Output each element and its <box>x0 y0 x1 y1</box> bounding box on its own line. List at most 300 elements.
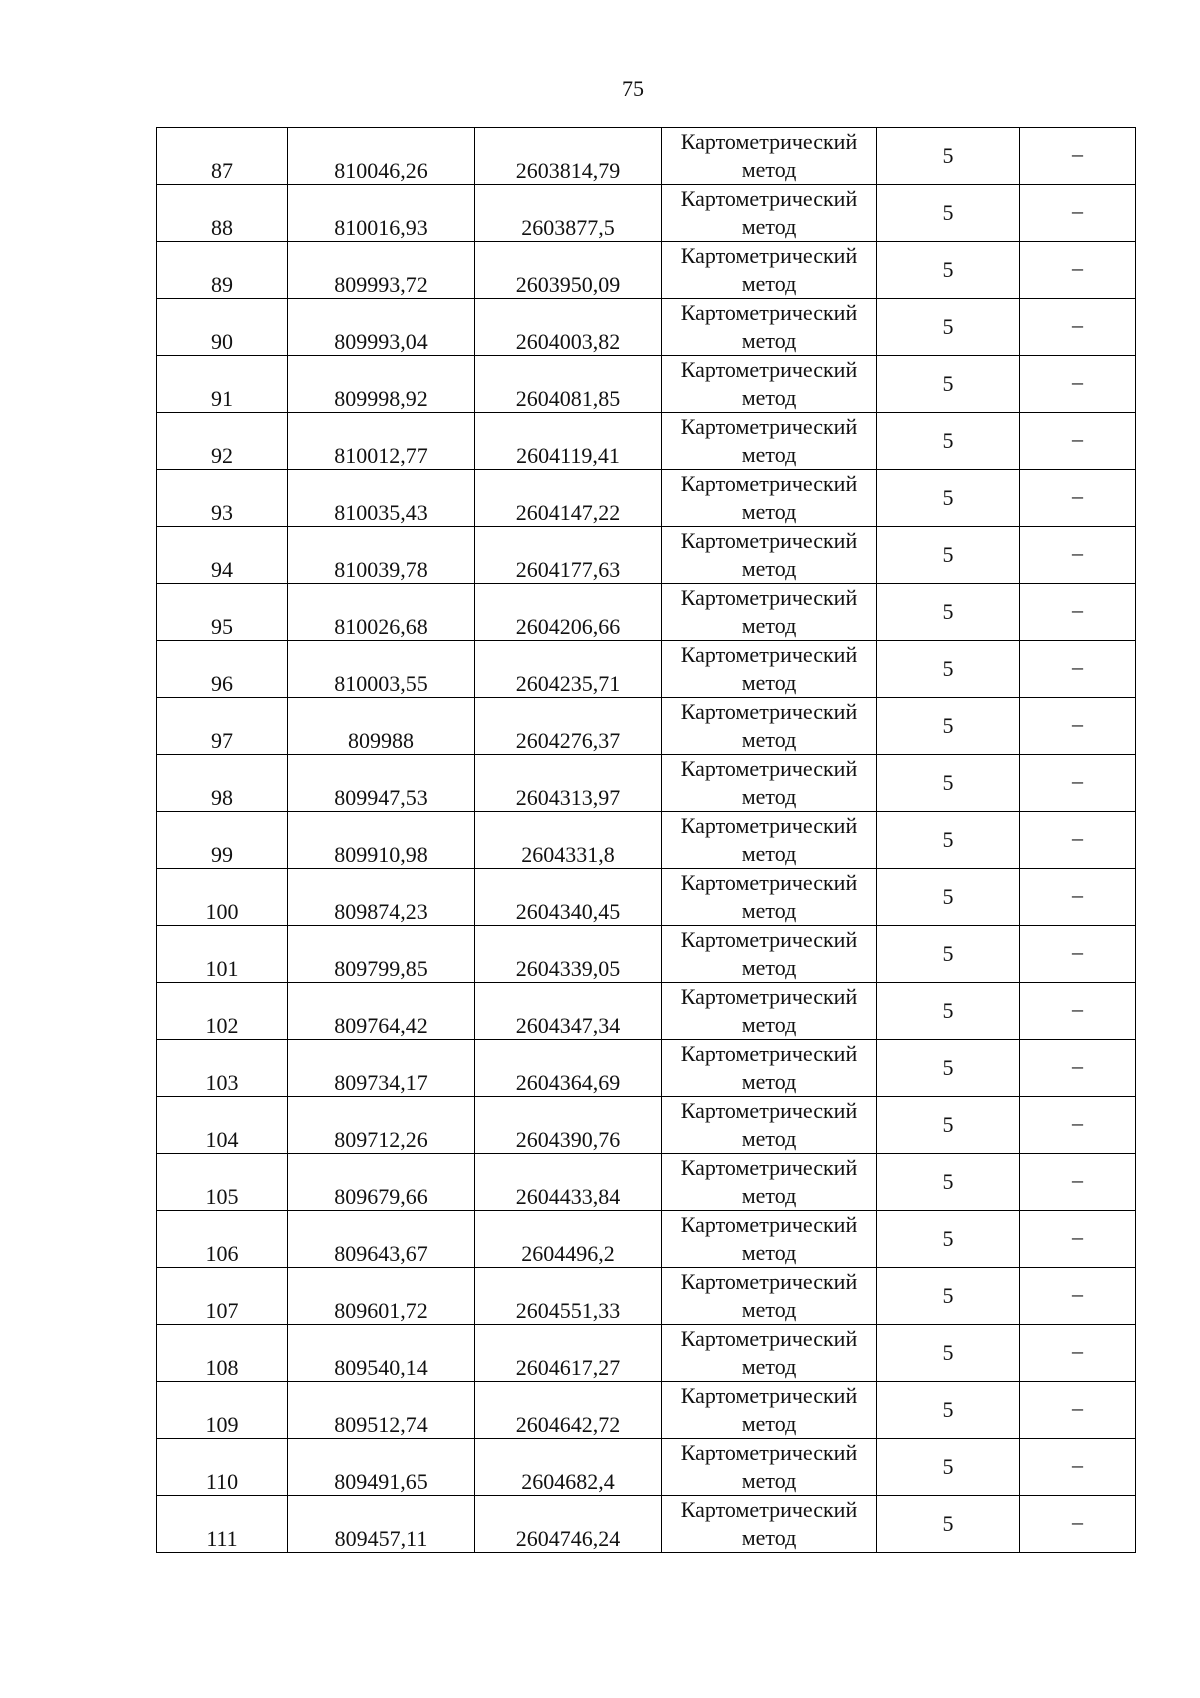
y-coordinate: 2604496,2 <box>521 1241 615 1266</box>
point-number: 89 <box>211 272 233 297</box>
x-coordinate-cell <box>288 1097 475 1154</box>
x-coordinate-cell <box>288 527 475 584</box>
point-number: 111 <box>206 1526 238 1551</box>
point-number-cell <box>157 869 288 926</box>
accuracy-cell <box>877 1154 1020 1211</box>
x-coordinate: 809601,72 <box>334 1298 428 1323</box>
note-cell <box>1020 1154 1136 1211</box>
x-coordinate: 809734,17 <box>334 1070 428 1095</box>
note-cell <box>1020 1439 1136 1496</box>
point-number: 106 <box>205 1241 239 1266</box>
accuracy-value: 5 <box>942 200 954 225</box>
note-dash: – <box>1072 483 1083 508</box>
method-line-1: Картометрический <box>680 1098 858 1123</box>
x-coordinate: 810026,68 <box>334 614 428 639</box>
method-line-1: Картометрический <box>680 243 858 268</box>
accuracy-cell <box>877 1382 1020 1439</box>
note-dash: – <box>1072 1338 1083 1363</box>
note-cell <box>1020 1325 1136 1382</box>
note-cell <box>1020 1211 1136 1268</box>
point-number: 100 <box>205 899 239 924</box>
method-line-2: метод <box>741 499 797 524</box>
note-cell <box>1020 755 1136 812</box>
method-line-2: метод <box>741 328 797 353</box>
method-line-1: Картометрический <box>680 813 858 838</box>
y-coordinate: 2604347,34 <box>515 1013 621 1038</box>
coordinates-table <box>156 127 1136 1553</box>
accuracy-cell <box>877 755 1020 812</box>
x-coordinate: 809679,66 <box>334 1184 428 1209</box>
note-dash: – <box>1072 255 1083 280</box>
accuracy-value: 5 <box>942 941 954 966</box>
accuracy-cell <box>877 470 1020 527</box>
table-row <box>157 1040 1136 1097</box>
y-coordinate: 2604617,27 <box>515 1355 621 1380</box>
method-line-1: Картометрический <box>680 471 858 496</box>
method-cell <box>662 812 877 869</box>
point-number-cell <box>157 527 288 584</box>
table-body <box>157 128 1136 1553</box>
table-row <box>157 356 1136 413</box>
method-line-1: Картометрический <box>680 699 858 724</box>
y-coordinate: 2604331,8 <box>521 842 615 867</box>
accuracy-cell <box>877 1097 1020 1154</box>
table-row <box>157 698 1136 755</box>
y-coordinate: 2604081,85 <box>515 386 621 411</box>
x-coordinate-cell <box>288 1382 475 1439</box>
method-cell <box>662 1496 877 1553</box>
accuracy-value: 5 <box>942 713 954 738</box>
table-row <box>157 470 1136 527</box>
y-coordinate-cell <box>475 869 662 926</box>
accuracy-value: 5 <box>942 770 954 795</box>
point-number: 88 <box>211 215 233 240</box>
method-line-1: Картометрический <box>680 357 858 382</box>
x-coordinate-cell <box>288 1211 475 1268</box>
accuracy-cell <box>877 812 1020 869</box>
accuracy-cell <box>877 584 1020 641</box>
x-coordinate-cell <box>288 926 475 983</box>
note-dash: – <box>1072 996 1083 1021</box>
x-coordinate: 809998,92 <box>334 386 428 411</box>
y-coordinate: 2604340,45 <box>515 899 621 924</box>
note-dash: – <box>1072 1167 1083 1192</box>
method-line-1: Картометрический <box>680 300 858 325</box>
x-coordinate-cell <box>288 584 475 641</box>
y-coordinate-cell <box>475 413 662 470</box>
method-line-1: Картометрический <box>680 1269 858 1294</box>
y-coordinate: 2604746,24 <box>515 1526 621 1551</box>
accuracy-value: 5 <box>942 485 954 510</box>
method-cell <box>662 698 877 755</box>
method-line-2: метод <box>741 556 797 581</box>
note-dash: – <box>1072 540 1083 565</box>
accuracy-value: 5 <box>942 656 954 681</box>
note-cell <box>1020 926 1136 983</box>
point-number: 99 <box>211 842 233 867</box>
page-number: 75 <box>622 76 644 101</box>
x-coordinate: 810016,93 <box>334 215 428 240</box>
method-line-2: метод <box>741 385 797 410</box>
note-dash: – <box>1072 312 1083 337</box>
note-dash: – <box>1072 1110 1083 1135</box>
y-coordinate-cell <box>475 242 662 299</box>
accuracy-value: 5 <box>942 1169 954 1194</box>
note-cell <box>1020 128 1136 185</box>
y-coordinate-cell <box>475 584 662 641</box>
note-dash: – <box>1072 369 1083 394</box>
y-coordinate-cell <box>475 1325 662 1382</box>
point-number-cell <box>157 983 288 1040</box>
method-cell <box>662 1154 877 1211</box>
x-coordinate: 809910,98 <box>334 842 428 867</box>
accuracy-value: 5 <box>942 371 954 396</box>
note-dash: – <box>1072 141 1083 166</box>
accuracy-value: 5 <box>942 1283 954 1308</box>
x-coordinate-cell <box>288 128 475 185</box>
x-coordinate: 809764,42 <box>334 1013 428 1038</box>
note-dash: – <box>1072 825 1083 850</box>
method-line-2: метод <box>741 1411 797 1436</box>
method-line-1: Картометрический <box>680 585 858 610</box>
point-number: 98 <box>211 785 233 810</box>
accuracy-cell <box>877 869 1020 926</box>
method-line-1: Картометрический <box>680 186 858 211</box>
point-number: 110 <box>205 1469 239 1494</box>
accuracy-cell <box>877 1496 1020 1553</box>
method-line-2: метод <box>741 1069 797 1094</box>
method-cell <box>662 1040 877 1097</box>
method-line-1: Картометрический <box>680 642 858 667</box>
accuracy-value: 5 <box>942 1397 954 1422</box>
method-cell <box>662 356 877 413</box>
method-cell <box>662 983 877 1040</box>
x-coordinate-cell <box>288 1268 475 1325</box>
method-line-1: Картометрический <box>680 1155 858 1180</box>
note-dash: – <box>1072 597 1083 622</box>
point-number-cell <box>157 1040 288 1097</box>
point-number-cell <box>157 413 288 470</box>
y-coordinate: 2604119,41 <box>516 443 620 468</box>
y-coordinate-cell <box>475 356 662 413</box>
y-coordinate-cell <box>475 698 662 755</box>
method-cell <box>662 1268 877 1325</box>
method-cell <box>662 1097 877 1154</box>
method-cell <box>662 755 877 812</box>
table-row <box>157 1382 1136 1439</box>
x-coordinate: 809643,67 <box>334 1241 428 1266</box>
method-cell <box>662 128 877 185</box>
point-number: 91 <box>211 386 233 411</box>
point-number-cell <box>157 185 288 242</box>
y-coordinate: 2604642,72 <box>515 1412 621 1437</box>
y-coordinate-cell <box>475 1154 662 1211</box>
table-row <box>157 1268 1136 1325</box>
table-row <box>157 584 1136 641</box>
method-line-1: Картометрический <box>680 1212 858 1237</box>
method-line-2: метод <box>741 1012 797 1037</box>
method-line-2: метод <box>741 613 797 638</box>
accuracy-cell <box>877 413 1020 470</box>
method-line-1: Картометрический <box>680 870 858 895</box>
accuracy-cell <box>877 1268 1020 1325</box>
method-line-2: метод <box>741 670 797 695</box>
x-coordinate-cell <box>288 698 475 755</box>
method-line-2: метод <box>741 271 797 296</box>
note-dash: – <box>1072 939 1083 964</box>
x-coordinate-cell <box>288 812 475 869</box>
method-line-1: Картометрический <box>680 756 858 781</box>
y-coordinate: 2604003,82 <box>515 329 621 354</box>
point-number-cell <box>157 299 288 356</box>
point-number: 94 <box>211 557 233 582</box>
accuracy-cell <box>877 242 1020 299</box>
accuracy-cell <box>877 128 1020 185</box>
point-number-cell <box>157 698 288 755</box>
note-cell <box>1020 299 1136 356</box>
y-coordinate-cell <box>475 812 662 869</box>
x-coordinate-cell <box>288 470 475 527</box>
note-dash: – <box>1072 654 1083 679</box>
method-cell <box>662 1325 877 1382</box>
method-line-2: метод <box>741 157 797 182</box>
method-cell <box>662 869 877 926</box>
note-dash: – <box>1072 1053 1083 1078</box>
method-line-2: метод <box>741 1468 797 1493</box>
x-coordinate: 809799,85 <box>334 956 428 981</box>
point-number: 90 <box>211 329 233 354</box>
x-coordinate-cell <box>288 299 475 356</box>
point-number-cell <box>157 1496 288 1553</box>
point-number-cell <box>157 470 288 527</box>
table-row <box>157 1439 1136 1496</box>
method-line-1: Картометрический <box>680 414 858 439</box>
point-number: 109 <box>205 1412 239 1437</box>
method-line-1: Картометрический <box>680 927 858 952</box>
accuracy-value: 5 <box>942 599 954 624</box>
note-cell <box>1020 1040 1136 1097</box>
note-dash: – <box>1072 1224 1083 1249</box>
table-row <box>157 527 1136 584</box>
point-number: 92 <box>211 443 233 468</box>
x-coordinate: 810012,77 <box>334 443 428 468</box>
point-number-cell <box>157 128 288 185</box>
y-coordinate-cell <box>475 1496 662 1553</box>
point-number: 101 <box>205 956 239 981</box>
accuracy-value: 5 <box>942 542 954 567</box>
table-row <box>157 1211 1136 1268</box>
accuracy-value: 5 <box>942 827 954 852</box>
y-coordinate-cell <box>475 1382 662 1439</box>
method-line-2: метод <box>741 1183 797 1208</box>
method-line-2: метод <box>741 1354 797 1379</box>
note-cell <box>1020 242 1136 299</box>
table-row <box>157 755 1136 812</box>
x-coordinate-cell <box>288 1040 475 1097</box>
accuracy-cell <box>877 1325 1020 1382</box>
y-coordinate: 2604235,71 <box>515 671 621 696</box>
accuracy-value: 5 <box>942 884 954 909</box>
accuracy-value: 5 <box>942 143 954 168</box>
accuracy-cell <box>877 1040 1020 1097</box>
method-line-1: Картометрический <box>680 528 858 553</box>
x-coordinate-cell <box>288 1325 475 1382</box>
point-number: 108 <box>205 1355 239 1380</box>
method-cell <box>662 1382 877 1439</box>
note-cell <box>1020 1382 1136 1439</box>
method-cell <box>662 242 877 299</box>
x-coordinate-cell <box>288 356 475 413</box>
y-coordinate-cell <box>475 926 662 983</box>
point-number-cell <box>157 1097 288 1154</box>
x-coordinate: 810039,78 <box>334 557 428 582</box>
x-coordinate-cell <box>288 1154 475 1211</box>
note-dash: – <box>1072 711 1083 736</box>
accuracy-cell <box>877 641 1020 698</box>
table-row <box>157 869 1136 926</box>
table-row <box>157 1325 1136 1382</box>
method-line-2: метод <box>741 727 797 752</box>
point-number: 102 <box>205 1013 239 1038</box>
y-coordinate: 2604313,97 <box>515 785 621 810</box>
point-number-cell <box>157 1211 288 1268</box>
method-cell <box>662 1211 877 1268</box>
point-number-cell <box>157 584 288 641</box>
method-cell <box>662 185 877 242</box>
table-row <box>157 242 1136 299</box>
point-number: 104 <box>205 1127 239 1152</box>
y-coordinate: 2604276,37 <box>515 728 621 753</box>
method-line-2: метод <box>741 784 797 809</box>
accuracy-value: 5 <box>942 1226 954 1251</box>
method-line-1: Картометрический <box>680 1383 858 1408</box>
x-coordinate-cell <box>288 755 475 812</box>
accuracy-cell <box>877 926 1020 983</box>
accuracy-cell <box>877 983 1020 1040</box>
note-dash: – <box>1072 198 1083 223</box>
y-coordinate: 2604177,63 <box>515 557 621 582</box>
accuracy-value: 5 <box>942 314 954 339</box>
table-row <box>157 812 1136 869</box>
accuracy-value: 5 <box>942 1055 954 1080</box>
y-coordinate: 2603814,79 <box>515 158 621 183</box>
table-row <box>157 299 1136 356</box>
point-number-cell <box>157 641 288 698</box>
y-coordinate-cell <box>475 641 662 698</box>
y-coordinate: 2604551,33 <box>515 1298 621 1323</box>
note-dash: – <box>1072 1395 1083 1420</box>
note-cell <box>1020 356 1136 413</box>
method-cell <box>662 413 877 470</box>
accuracy-cell <box>877 1439 1020 1496</box>
point-number-cell <box>157 356 288 413</box>
y-coordinate: 2604147,22 <box>515 500 621 525</box>
x-coordinate-cell <box>288 983 475 1040</box>
note-cell <box>1020 1496 1136 1553</box>
x-coordinate: 810035,43 <box>334 500 428 525</box>
method-line-1: Картометрический <box>680 984 858 1009</box>
note-cell <box>1020 470 1136 527</box>
accuracy-cell <box>877 356 1020 413</box>
note-dash: – <box>1072 1281 1083 1306</box>
point-number-cell <box>157 1382 288 1439</box>
method-line-2: метод <box>741 1297 797 1322</box>
x-coordinate: 809457,11 <box>334 1526 428 1551</box>
note-cell <box>1020 698 1136 755</box>
point-number: 97 <box>211 728 233 753</box>
accuracy-value: 5 <box>942 257 954 282</box>
y-coordinate: 2604339,05 <box>515 956 621 981</box>
table-row <box>157 1496 1136 1553</box>
y-coordinate-cell <box>475 470 662 527</box>
note-cell <box>1020 413 1136 470</box>
x-coordinate: 809874,23 <box>334 899 428 924</box>
method-line-2: метод <box>741 1126 797 1151</box>
point-number-cell <box>157 1154 288 1211</box>
point-number-cell <box>157 242 288 299</box>
accuracy-cell <box>877 698 1020 755</box>
table-row <box>157 983 1136 1040</box>
method-line-2: метод <box>741 898 797 923</box>
method-line-2: метод <box>741 955 797 980</box>
x-coordinate-cell <box>288 185 475 242</box>
accuracy-cell <box>877 299 1020 356</box>
y-coordinate: 2603877,5 <box>521 215 615 240</box>
method-cell <box>662 527 877 584</box>
note-cell <box>1020 1097 1136 1154</box>
point-number-cell <box>157 1325 288 1382</box>
note-cell <box>1020 584 1136 641</box>
point-number-cell <box>157 1439 288 1496</box>
method-line-2: метод <box>741 841 797 866</box>
y-coordinate-cell <box>475 185 662 242</box>
x-coordinate-cell <box>288 869 475 926</box>
point-number: 87 <box>211 158 233 183</box>
accuracy-value: 5 <box>942 1511 954 1536</box>
method-cell <box>662 1439 877 1496</box>
method-line-1: Картометрический <box>680 129 858 154</box>
accuracy-value: 5 <box>942 1454 954 1479</box>
x-coordinate-cell <box>288 242 475 299</box>
x-coordinate: 809491,65 <box>334 1469 428 1494</box>
y-coordinate-cell <box>475 527 662 584</box>
accuracy-value: 5 <box>942 428 954 453</box>
table-row <box>157 1154 1136 1211</box>
note-cell <box>1020 527 1136 584</box>
method-line-1: Картометрический <box>680 1497 858 1522</box>
x-coordinate-cell <box>288 413 475 470</box>
y-coordinate-cell <box>475 1211 662 1268</box>
point-number-cell <box>157 926 288 983</box>
note-dash: – <box>1072 1452 1083 1477</box>
method-line-2: метод <box>741 214 797 239</box>
x-coordinate: 809512,74 <box>334 1412 428 1437</box>
y-coordinate-cell <box>475 299 662 356</box>
point-number: 95 <box>211 614 233 639</box>
method-line-1: Картометрический <box>680 1326 858 1351</box>
y-coordinate: 2604206,66 <box>515 614 621 639</box>
y-coordinate-cell <box>475 983 662 1040</box>
method-line-2: метод <box>741 442 797 467</box>
y-coordinate: 2604364,69 <box>515 1070 621 1095</box>
y-coordinate: 2603950,09 <box>515 272 621 297</box>
method-line-1: Картометрический <box>680 1041 858 1066</box>
accuracy-value: 5 <box>942 998 954 1023</box>
method-cell <box>662 470 877 527</box>
x-coordinate-cell <box>288 1439 475 1496</box>
method-line-1: Картометрический <box>680 1440 858 1465</box>
x-coordinate: 809993,04 <box>334 329 428 354</box>
